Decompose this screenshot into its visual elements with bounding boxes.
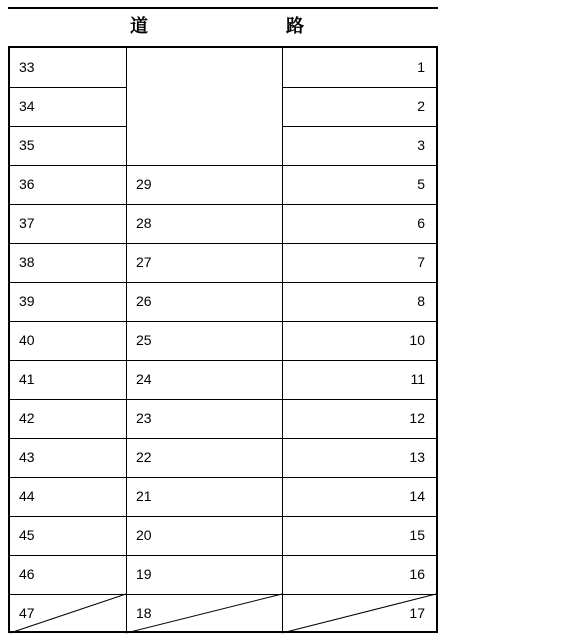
diagonal-strike-line (10, 594, 126, 633)
lot-number: 41 (19, 371, 35, 387)
lot-number: 46 (19, 566, 35, 582)
header-label-right: 路 (286, 16, 304, 37)
lot-number: 29 (136, 176, 152, 192)
lot-number: 39 (19, 293, 35, 309)
lot-number: 8 (417, 293, 425, 309)
lot-number: 14 (409, 488, 425, 504)
lot-number: 43 (19, 449, 35, 465)
lot-number: 28 (136, 215, 152, 231)
diagonal-strike-line (282, 594, 436, 633)
lot-number: 1 (417, 59, 425, 75)
lot-number: 5 (417, 176, 425, 192)
diagonal-strike-line (126, 594, 282, 633)
lot-number: 37 (19, 215, 35, 231)
lot-number: 27 (136, 254, 152, 270)
lot-number: 10 (409, 332, 425, 348)
lot-number-table (8, 46, 438, 633)
lot-number: 12 (409, 410, 425, 426)
lot-number: 21 (136, 488, 152, 504)
lot-number: 24 (136, 371, 152, 387)
lot-number: 15 (409, 527, 425, 543)
lot-number: 6 (417, 215, 425, 231)
lot-number: 17 (409, 605, 425, 621)
header-label-left: 道 (130, 16, 148, 37)
lot-number: 40 (19, 332, 35, 348)
lot-number: 3 (417, 137, 425, 153)
lot-number: 36 (19, 176, 35, 192)
lot-number: 19 (136, 566, 152, 582)
lot-number: 25 (136, 332, 152, 348)
lot-number: 18 (136, 605, 152, 621)
lot-number: 7 (417, 254, 425, 270)
top-rule (8, 7, 438, 9)
lot-number: 45 (19, 527, 35, 543)
lot-number: 16 (409, 566, 425, 582)
lot-number: 35 (19, 137, 35, 153)
lot-number: 2 (417, 98, 425, 114)
lot-number: 26 (136, 293, 152, 309)
lot-number: 20 (136, 527, 152, 543)
lot-number: 34 (19, 98, 35, 114)
last-row-diagonals (10, 48, 436, 633)
lot-number: 23 (136, 410, 152, 426)
lot-number: 11 (410, 371, 425, 387)
lot-number: 13 (409, 449, 425, 465)
lot-number: 33 (19, 59, 35, 75)
lot-number: 22 (136, 449, 152, 465)
lot-number: 42 (19, 410, 35, 426)
lot-number: 44 (19, 488, 35, 504)
lot-number: 47 (19, 605, 35, 621)
lot-number: 38 (19, 254, 35, 270)
